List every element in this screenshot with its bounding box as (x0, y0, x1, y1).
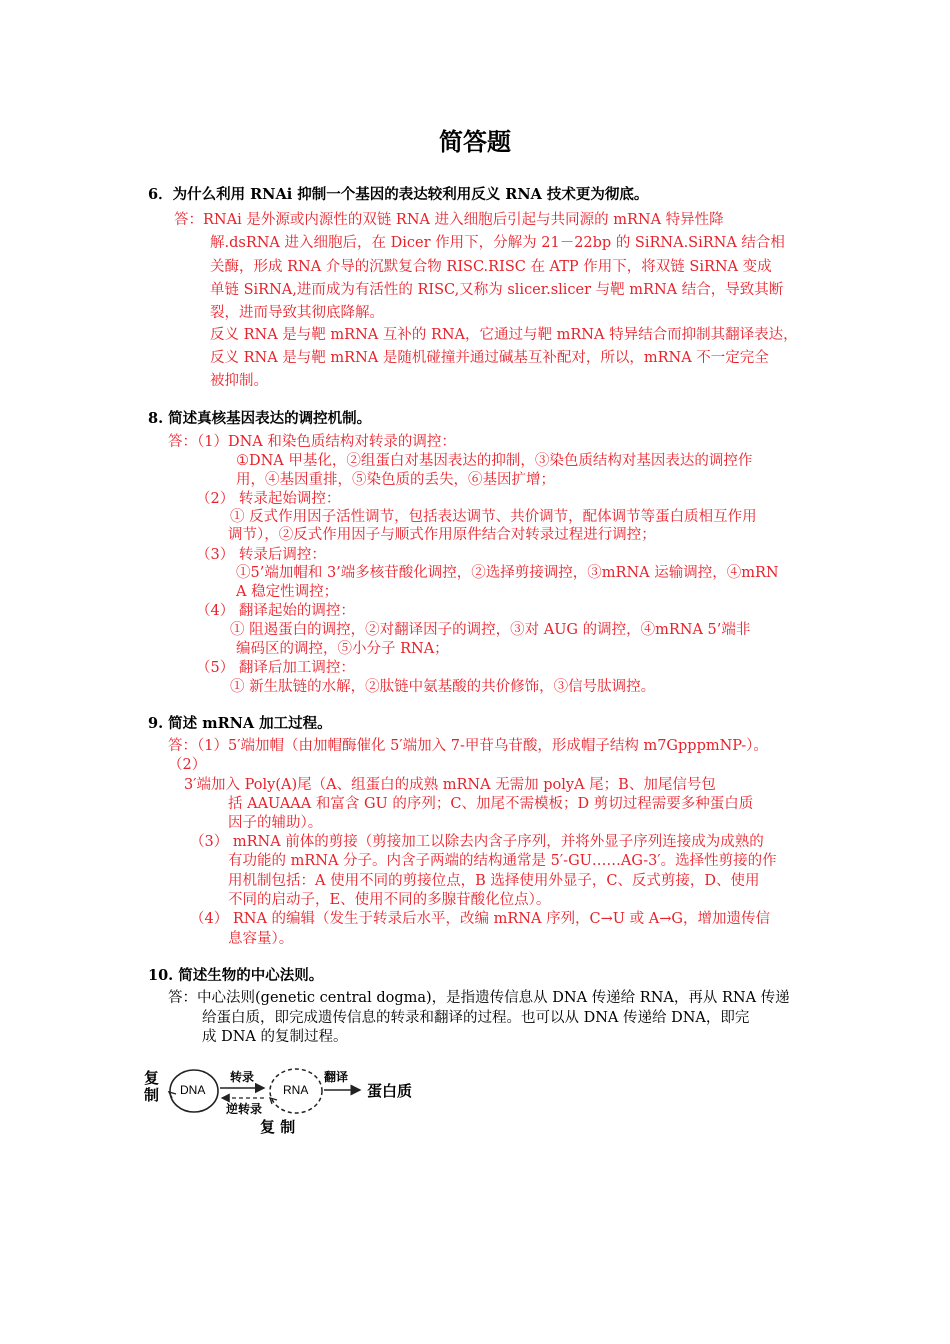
central-dogma-diagram (142, 1064, 427, 1136)
answer-line: （3） mRNA 前体的剪接（剪接加工以除去内含子序列，并将外显子序列连接成为成熟的 (190, 834, 764, 850)
question-10: 10. 简述生物的中心法则。 (148, 967, 324, 984)
question-8: 8. 简述真核基因表达的调控机制。 (148, 410, 372, 427)
replication-label-left: 复 制 (144, 1069, 160, 1104)
answer-line: 答：（1）DNA 和染色质结构对转录的调控： (168, 434, 456, 450)
answer-line: ① 反式作用因子活性调节，包括表达调节、共价调节，配体调节等蛋白质相互作用 (230, 509, 757, 525)
protein-label: 蛋白质 (367, 1082, 413, 1100)
answer-line: 3′端加入 Poly(A)尾（A、组蛋白的成熟 mRNA 无需加 polyA 尾；B、加尾信号包 (184, 777, 716, 793)
answer-line: ① 阻遏蛋白的调控，②对翻译因子的调控，③对 AUG 的调控，④mRNA 5’端非 (230, 622, 751, 638)
answer-line: （2） 转录起始调控： (196, 491, 341, 507)
answer-line: 成 DNA 的复制过程。 (202, 1029, 348, 1045)
answer-line: 关酶，形成 RNA 介导的沉默复合物 RISC.RISC 在 ATP 作用下，将双链 SiRNA 变成 (210, 259, 772, 275)
answer-line: 单链 SiRNA,进而成为有活性的 RISC,又称为 slicer.slicer 与靶 mRNA 结合，导致其断 (210, 282, 784, 298)
answer-line: 编码区的调控，⑤小分子 RNA； (236, 641, 449, 657)
answer-line: 解.dsRNA 进入细胞后，在 Dicer 作用下，分解为 21－22bp 的 SiRNA.SiRNA 结合相 (210, 235, 785, 251)
answer-line: 被抑制。 (210, 373, 268, 389)
question-9: 9. 简述 mRNA 加工过程。 (148, 715, 332, 732)
dna-label: DNA (180, 1083, 206, 1097)
answer-line: 括 AAUAAA 和富含 GU 的序列；C、加尾不需模板；D 剪切过程需要多种蛋白质 (228, 796, 754, 812)
answer-line: 反义 RNA 是与靶 mRNA 是随机碰撞并通过碱基互补配对，所以，mRNA 不一定完全 (210, 350, 769, 366)
answer-line: 用，④基因重排，⑤染色质的丢失，⑥基因扩增； (236, 472, 555, 488)
answer-line: 答：（1）5′端加帽（由加帽酶催化 5′端加入 7-甲苷乌苷酸，形成帽子结构 m7GpppmNP-）。 (168, 738, 768, 754)
answer-line: （4） 翻译起始的调控： (196, 603, 355, 619)
answer-line: 用机制包括：A 使用不同的剪接位点，B 选择使用外显子，C、反式剪接，D、使用 (228, 873, 760, 889)
answer-line: 裂，进而导致其彻底降解。 (210, 305, 384, 321)
answer-line: A 稳定性调控； (236, 584, 339, 600)
answer-line: ①DNA 甲基化，②组蛋白对基因表达的抑制，③染色质结构对基因表达的调控作 (236, 453, 753, 469)
answer-line: 息容量）。 (228, 931, 294, 947)
dna-loop-arrowhead (169, 1092, 176, 1098)
answer-line: 给蛋白质，即完成遗传信息的转录和翻译的过程。也可以从 DNA 传递给 DNA，即完 (202, 1010, 750, 1026)
answer-line: （4） RNA 的编辑（发生于转录后水平，改编 mRNA 序列，C→U 或 A→G，增加遗传信 (190, 911, 770, 927)
answer-line: 不同的启动子，E、使用不同的多腺苷酸化位点）。 (228, 892, 551, 908)
question-6: 6．为什么利用 RNAi 抑制一个基因的表达较利用反义 RNA 技术更为彻底。 (148, 186, 649, 203)
rna-label: RNA (283, 1083, 309, 1097)
answer-line: 有功能的 mRNA 分子。内含子两端的结构通常是 5′-GU……AG-3′。选择性剪接的作 (228, 853, 777, 869)
answer-line: 调节），②反式作用因子与顺式作用原件结合对转录过程进行调控； (228, 527, 656, 543)
answer-line: 答：RNAi 是外源或内源性的双链 RNA 进入细胞后引起与共同源的 mRNA 特异性降 (174, 212, 724, 228)
replication-label-bottom: 复 制 (260, 1118, 296, 1136)
page-title: 简答题 (439, 127, 511, 156)
answer-line: （3） 转录后调控： (196, 547, 326, 563)
transcription-label: 转录 (230, 1070, 255, 1084)
answer-line: （5） 翻译后加工调控： (196, 660, 355, 676)
answer-line: 答：中心法则(genetic central dogma)，是指遗传信息从 DNA 传递给 RNA，再从 RNA 传递 (168, 990, 790, 1006)
answer-line: ①5’端加帽和 3’端多核苷酸化调控，②选择剪接调控，③mRNA 运输调控，④mRN (236, 565, 779, 581)
answer-line: 因子的辅助）。 (228, 815, 323, 831)
reverse-transcription-label: 逆转录 (226, 1102, 263, 1116)
translation-label: 翻译 (324, 1070, 349, 1084)
answer-line: ① 新生肽链的水解，②肽链中氨基酸的共价修饰，③信号肽调控。 (230, 679, 656, 695)
answer-line: （2） (168, 757, 207, 773)
answer-line: 反义 RNA 是与靶 mRNA 互补的 RNA，它通过与靶 mRNA 特异结合而抑制其翻译表达， (210, 327, 798, 343)
